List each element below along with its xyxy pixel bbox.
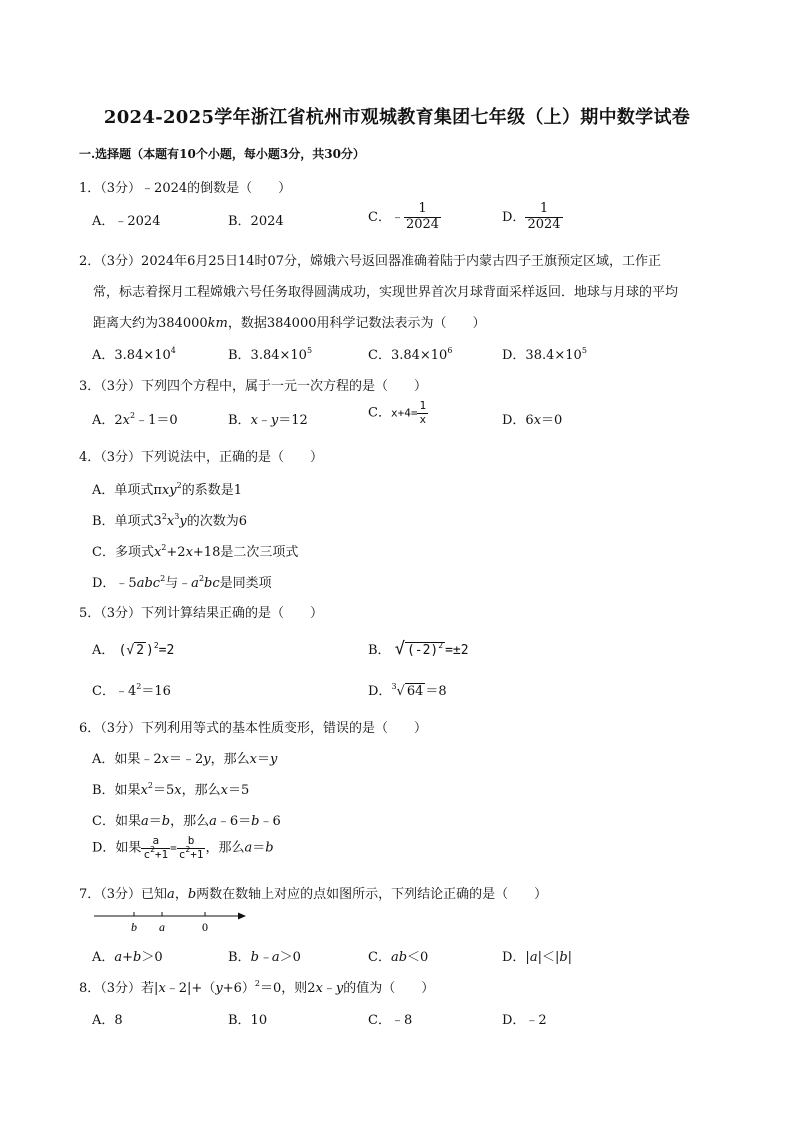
- fraction-denominator: [141, 844, 170, 862]
- fraction-denominator: [177, 844, 206, 862]
- expression: ab: [390, 950, 408, 965]
- option-text: B．如果: [92, 783, 141, 798]
- variable: x: [220, 783, 228, 798]
- number-line-label-a: a: [159, 920, 165, 934]
- option-text: A．3.84×10: [92, 348, 171, 363]
- question-2-line-3: [93, 312, 486, 331]
- q2-text: ，数据384000用科学记数法表示为（ ）: [227, 316, 486, 331]
- exponent: 3: [174, 512, 180, 521]
- q5-option-a-expression: [119, 643, 175, 658]
- variable: y: [215, 981, 223, 996]
- variable: y: [335, 981, 344, 996]
- number-line-figure: [92, 910, 252, 936]
- radicand: 64: [406, 684, 424, 699]
- paren: ): [146, 643, 154, 658]
- variable: x: [174, 783, 182, 798]
- q5-option-b: [368, 639, 469, 659]
- exponent: 2: [254, 979, 260, 988]
- denominator-rest: +1: [190, 847, 204, 861]
- radicand: (-2): [406, 643, 439, 658]
- variable: b: [559, 950, 568, 965]
- q1-option-d-fraction: [525, 202, 562, 233]
- exponent: 2: [130, 411, 136, 420]
- q3-option-c: [368, 400, 428, 426]
- option-text: ，那么: [210, 752, 250, 767]
- q5-option-c: [92, 680, 171, 699]
- denominator-base: c: [143, 847, 151, 861]
- q5-option-d: [368, 680, 447, 699]
- q6-option-c: [92, 810, 281, 829]
- variable: y: [203, 752, 211, 767]
- q1-option-b: B．2024: [228, 214, 284, 229]
- number-line-arrow-icon: [238, 913, 246, 920]
- exponent: 2: [185, 844, 191, 854]
- variable: b: [161, 814, 171, 829]
- root-index: 3: [391, 682, 397, 691]
- exponent: 6: [447, 346, 453, 355]
- fraction-denominator: 2024: [527, 216, 561, 232]
- fraction-numerator: a: [141, 835, 170, 849]
- option-text: 是同类项: [219, 576, 272, 591]
- q1-option-c-fraction: [404, 202, 441, 233]
- option-text: ＝8: [425, 684, 447, 699]
- variable: x: [166, 514, 175, 529]
- question-8-stem: [79, 977, 434, 996]
- option-text: |: [567, 950, 573, 965]
- exponent: 2: [150, 844, 155, 854]
- sqrt-sign: √: [126, 643, 135, 658]
- exponent: 4: [170, 346, 176, 355]
- option-text: ﹣6: [259, 814, 281, 829]
- q4-option-a: [92, 479, 242, 498]
- radicand-group: [405, 642, 445, 658]
- page-title: 2024-2025学年浙江省杭州市观城教育集团七年级（上）期中数学试卷: [103, 107, 691, 128]
- exponent: 2: [136, 682, 142, 691]
- option-text: ＝: [252, 840, 266, 856]
- q1-option-d: [502, 202, 563, 233]
- denominator-rest: +1: [154, 847, 169, 861]
- q2-option-a: [92, 344, 176, 363]
- q6-fraction-left: [141, 835, 170, 861]
- option-text: ﹣6＝: [216, 814, 252, 829]
- q3-option-c-fraction: [417, 400, 428, 426]
- variable: x: [315, 981, 323, 996]
- variable: x: [249, 752, 258, 767]
- q7-option-a: [92, 946, 163, 965]
- option-text: D．38.4×10: [502, 348, 582, 363]
- q8-text: ﹣: [322, 981, 336, 996]
- question-1-stem: 1．（3分）﹣2024的倒数是（ ）: [79, 181, 292, 196]
- question-5-stem: 5．（3分）下列计算结果正确的是（ ）: [79, 606, 324, 621]
- option-label: A．: [92, 950, 115, 965]
- option-text: A．单项式π: [92, 483, 162, 498]
- q4-option-b: [92, 510, 247, 529]
- option-text: ＝12: [278, 413, 308, 428]
- option-label: D．|: [502, 950, 530, 965]
- q1-option-c: [368, 202, 441, 233]
- variable: bc: [204, 576, 220, 591]
- variable: x: [161, 752, 170, 767]
- q8-option-c: C．﹣8: [368, 1013, 413, 1028]
- q1-option-c-label: C．: [368, 209, 391, 225]
- option-text: ＝﹣2: [169, 752, 204, 767]
- option-text: C．3.84×10: [368, 348, 448, 363]
- paren: (: [118, 643, 127, 658]
- option-text: D．﹣5: [92, 576, 137, 591]
- option-text: +2: [166, 545, 186, 560]
- question-2-line-2: 常，标志着探月工程嫦娥六号任务取得圆满成功，实现世界首次月球背面采样返回．地球与月球的平均: [93, 285, 679, 300]
- q8-option-a: A．8: [92, 1013, 123, 1028]
- option-text: ＜0: [407, 950, 429, 965]
- option-text: 的次数为6: [186, 514, 247, 529]
- option-text: A．2: [92, 413, 123, 428]
- option-text: +18是二次三项式: [192, 545, 299, 560]
- variable: b: [187, 887, 197, 902]
- q7-option-d: [502, 946, 572, 965]
- q6-option-d: [92, 835, 274, 861]
- option-label: C．: [368, 405, 391, 421]
- exponent: 2: [161, 512, 167, 521]
- option-text: ﹣1＝0: [135, 413, 178, 428]
- exponent: 5: [581, 346, 587, 355]
- option-label: A．: [92, 643, 115, 658]
- option-text: B．单项式3: [92, 514, 162, 529]
- q3-option-b: [228, 409, 308, 428]
- q8-option-d: D．﹣2: [502, 1013, 547, 1028]
- variable: a: [191, 576, 199, 591]
- variable: abc: [136, 576, 161, 591]
- variable: x: [250, 413, 258, 428]
- q3-option-d: [502, 409, 562, 428]
- exponent: 2: [160, 574, 166, 583]
- q3-option-a: [92, 409, 178, 428]
- option-text: 的系数是1: [181, 483, 242, 498]
- option-label: B．: [228, 950, 251, 965]
- q2-option-c: [368, 344, 452, 363]
- q2-unit: km: [207, 316, 228, 331]
- option-text: ＝0: [541, 413, 563, 428]
- q7-text: 两数在数轴上对应的点如图所示，下列结论正确的是（ ）: [196, 887, 548, 902]
- option-text: ，那么: [170, 814, 210, 829]
- variable: y: [270, 413, 279, 428]
- variable: x: [158, 981, 166, 996]
- variable: a: [244, 840, 253, 856]
- q7-text: 7．（3分）已知: [79, 887, 168, 902]
- exponent: 2: [438, 641, 444, 650]
- equation-left: x+4=: [390, 406, 418, 420]
- number-line-label-zero: 0: [202, 920, 208, 934]
- variable: b: [265, 840, 274, 856]
- variable: a: [529, 950, 538, 965]
- option-label: D．: [368, 684, 392, 699]
- q8-text: 8．（3分）若|: [79, 981, 159, 996]
- q6-option-b: [92, 779, 249, 798]
- question-3-stem: 3．（3分）下列四个方程中，属于一元一次方程的是（ ）: [79, 379, 428, 394]
- option-text: ＝16: [141, 684, 171, 699]
- exponent: 2: [147, 781, 153, 790]
- option-text: ＞0: [279, 950, 301, 965]
- option-text: ＝5: [227, 783, 250, 798]
- sqrt-sign: √: [394, 639, 405, 659]
- q7-option-c: [368, 946, 428, 965]
- q8-option-b: B．10: [228, 1013, 268, 1028]
- option-label: C．: [368, 950, 391, 965]
- option-text: C．多项式: [92, 545, 154, 560]
- question-6-stem: 6．（3分）下列利用等式的基本性质变形，错误的是（ ）: [79, 721, 428, 736]
- variable: y: [179, 514, 187, 529]
- option-text: D．如果: [92, 840, 142, 856]
- q8-text: 的值为（ ）: [343, 981, 435, 996]
- option-text: C．如果: [92, 814, 141, 829]
- fraction-numerator: 1: [404, 202, 441, 218]
- expression: b﹣a: [250, 950, 280, 965]
- option-text: ＞0: [141, 950, 163, 965]
- option-text: |＜|: [537, 950, 560, 965]
- exponent: 5: [306, 346, 313, 355]
- radicand: 2: [136, 643, 145, 658]
- option-text: ＝: [257, 752, 271, 767]
- fraction-denominator: x: [419, 412, 427, 426]
- fraction-numerator: b: [177, 835, 206, 849]
- variable: a: [209, 814, 217, 829]
- option-text: 与﹣: [165, 576, 192, 591]
- exponent: 2: [176, 481, 182, 490]
- q1-option-d-label: D．: [502, 209, 526, 225]
- q2-option-b: [228, 344, 312, 363]
- q8-text: ﹣2|+（: [165, 981, 216, 996]
- q6-fraction-right: [177, 835, 206, 861]
- q2-text: 距离大约为384000: [93, 316, 208, 331]
- equals-text: =2: [158, 643, 175, 658]
- variable: x: [153, 545, 162, 560]
- q4-option-c: [92, 541, 298, 560]
- equals-text: =±2: [445, 643, 469, 658]
- q1-option-c-sign: ﹣: [390, 209, 404, 225]
- variable: x: [122, 413, 131, 428]
- fraction-numerator: 1: [419, 399, 427, 412]
- denominator-base: c: [178, 847, 186, 861]
- variable: a: [140, 814, 149, 829]
- exponent: 2: [161, 543, 167, 552]
- question-2-line-1: 2．（3分）2024年6月25日14时07分，嫦娥六号返回器准确着陆于内蒙古四子王旗预定区域，工作正: [79, 254, 662, 269]
- option-text: D．6: [502, 413, 534, 428]
- section-heading: 一.选择题（本题有10个小题，每小题3分，共30分）: [79, 147, 365, 161]
- q7-text: ，: [174, 887, 188, 902]
- option-text: ，那么: [181, 783, 221, 798]
- q8-text: +6）: [222, 981, 255, 996]
- exponent: 2: [153, 641, 159, 650]
- q4-option-d: [92, 572, 272, 591]
- option-label: B．: [368, 643, 391, 658]
- variable: x: [533, 413, 542, 428]
- variable: y: [270, 752, 278, 767]
- q1-option-a: A．﹣2024: [92, 214, 161, 229]
- option-text: ＝5: [153, 783, 175, 798]
- option-text: C．﹣4: [92, 684, 137, 699]
- equals-sign: =: [170, 841, 177, 855]
- q8-text: ＝0，则2: [259, 981, 316, 996]
- q5-option-b-expression: [394, 639, 469, 659]
- option-text: A．如果﹣2: [92, 752, 162, 767]
- variable: a: [167, 887, 175, 902]
- q5-option-a: [92, 639, 174, 658]
- fraction-numerator: 1: [525, 202, 562, 218]
- sqrt-sign: √: [396, 684, 405, 699]
- option-text: B．3.84×10: [228, 348, 307, 363]
- option-text: ﹣: [257, 413, 271, 428]
- variable: x: [140, 783, 148, 798]
- option-text: ＝: [148, 814, 162, 829]
- option-text: ，那么: [205, 840, 245, 856]
- question-4-stem: 4．（3分）下列说法中，正确的是（ ）: [79, 450, 324, 465]
- q6-option-a: [92, 748, 277, 767]
- option-text: B．: [228, 413, 251, 428]
- fraction-denominator: 2024: [405, 216, 440, 232]
- q7-option-b: [228, 946, 301, 965]
- variable: xy: [161, 483, 177, 498]
- expression: a+b: [114, 950, 142, 965]
- q2-option-d: [502, 344, 587, 363]
- variable: b: [251, 814, 260, 829]
- question-7-stem: [79, 883, 547, 902]
- variable: x: [185, 545, 193, 560]
- number-line-label-b: b: [131, 920, 137, 934]
- exponent: 2: [198, 574, 205, 583]
